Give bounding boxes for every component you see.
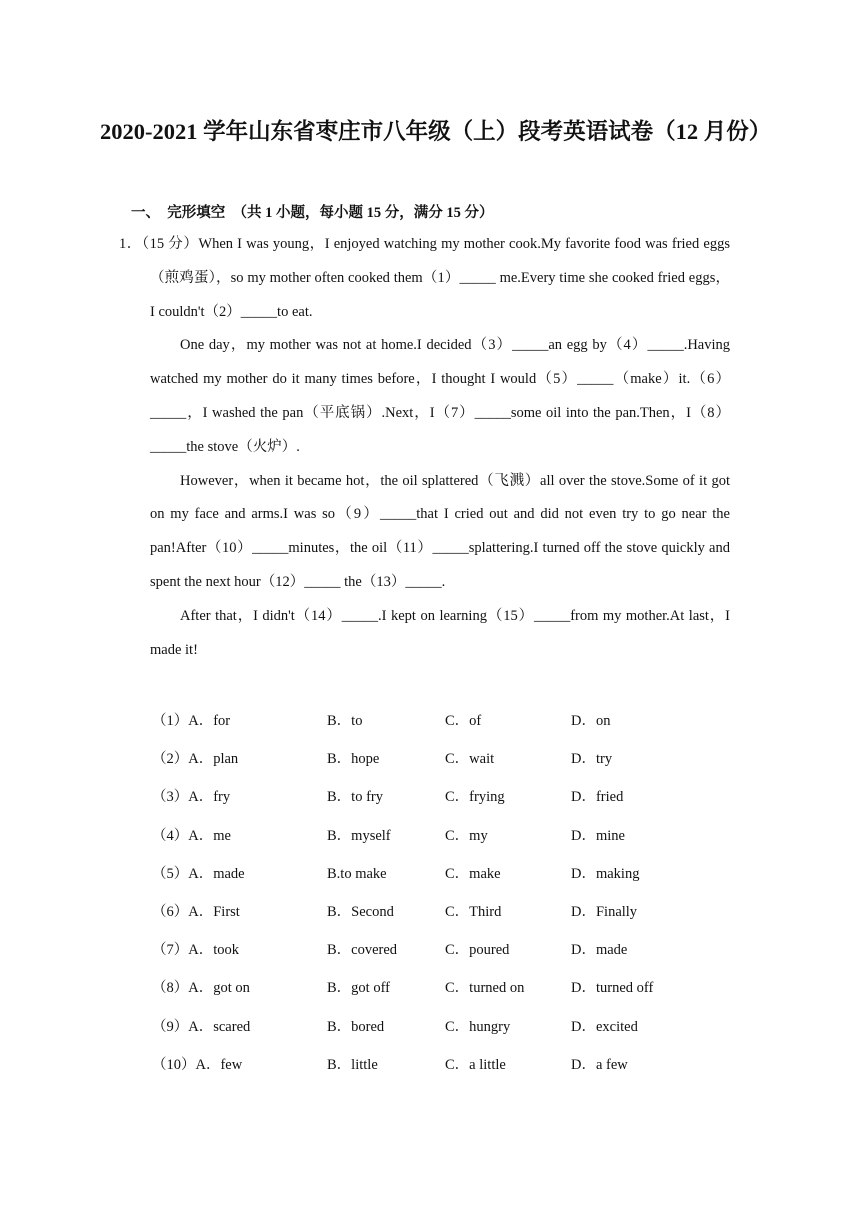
option-b: B．got off [327,980,390,997]
option-d: D．a few [571,1056,628,1073]
option-row [0,819,860,857]
option-d: D．mine [571,827,625,844]
option-c: C．my [445,827,488,844]
option-d: D．making [571,865,640,882]
option-a: （5）A．made [152,865,245,882]
option-a: （9）A．scared [152,1018,251,1035]
option-a: （4）A．me [152,827,231,844]
option-row [0,1010,860,1048]
option-a: （7）A．took [152,942,239,959]
option-row [0,971,860,1009]
option-c: C．of [445,713,482,729]
option-c: C．hungry [445,1018,511,1035]
option-d: D．turned off [571,980,654,997]
option-b: B．covered [327,942,398,959]
option-a: （6）A．First [152,903,240,920]
option-c: C．wait [445,751,495,768]
option-a: （10）A．few [152,1056,243,1073]
exam-title: 2020-2021 学年山东省枣庄市八年级（上）段考英语试卷（12 月份） [100,119,772,144]
option-d: D．made [571,942,628,959]
option-b: B．bored [327,1018,385,1035]
option-c: C．a little [445,1056,506,1073]
section-heading: 一、 完形填空 （共 1 小题，每小题 15 分，满分 15 分） [131,205,494,221]
option-c: C．turned on [445,980,525,997]
option-d: D．on [571,713,611,729]
option-b: B．myself [327,827,391,844]
option-b: B．to fry [327,789,383,806]
option-a: （2）A．plan [152,751,239,768]
passage-paragraph: One day，my mother was not at home.I decided（3）_____an egg by（4）_____.Having watched my mother do it many times before，I thought I would（5）_____（make）it.（6）_____，I washed the pan（平底锅）.Next，I（7）_____some oil into the pan.Then，I（8）_____the stove（火炉）. [150,337,730,455]
option-d: D．excited [571,1018,638,1035]
answer-options [0,704,860,1086]
option-b: B．to [327,713,363,729]
option-row [0,780,860,818]
option-a: （1）A．for [152,713,231,729]
option-row [0,704,860,742]
option-a: （3）A．fry [152,789,231,806]
option-a: （8）A．got on [152,980,250,997]
cloze-passage [119,228,730,667]
passage-paragraph: 1．（15 分）When I was young，I enjoyed watching my mother cook.My favorite food was fried eggs（煎鸡蛋），so my mother often cooked them（1）_____ me.Every time she cooked fried eggs，I couldn't（2）_____to eat. [119,236,730,320]
option-c: C．poured [445,942,510,959]
option-row [0,1048,860,1086]
option-d: D．try [571,751,613,768]
option-b: B.to make [327,865,387,882]
option-b: B．little [327,1056,378,1073]
option-c: C．make [445,865,501,882]
option-row [0,742,860,780]
option-c: C．frying [445,789,505,806]
option-d: D．Finally [571,903,638,920]
option-c: C．Third [445,903,502,920]
option-row [0,933,860,971]
option-d: D．fried [571,789,624,806]
passage-paragraph: After that，I didn't（14）_____.I kept on learning（15）_____from my mother.At last，I made it! [150,607,730,658]
option-row [0,895,860,933]
passage-paragraph: However，when it became hot，the oil splattered（飞溅）all over the stove.Some of it got on my face and arms.I was so（9）_____that I cried out and did not even try to go near the pan!After（10）_____minutes，the oil（11）_____splattering.I turned off the stove quickly and spent the next hour（12）_____ the（13）_____. [150,472,730,590]
option-b: B．Second [327,903,394,920]
option-b: B．hope [327,751,380,768]
option-row [0,857,860,895]
